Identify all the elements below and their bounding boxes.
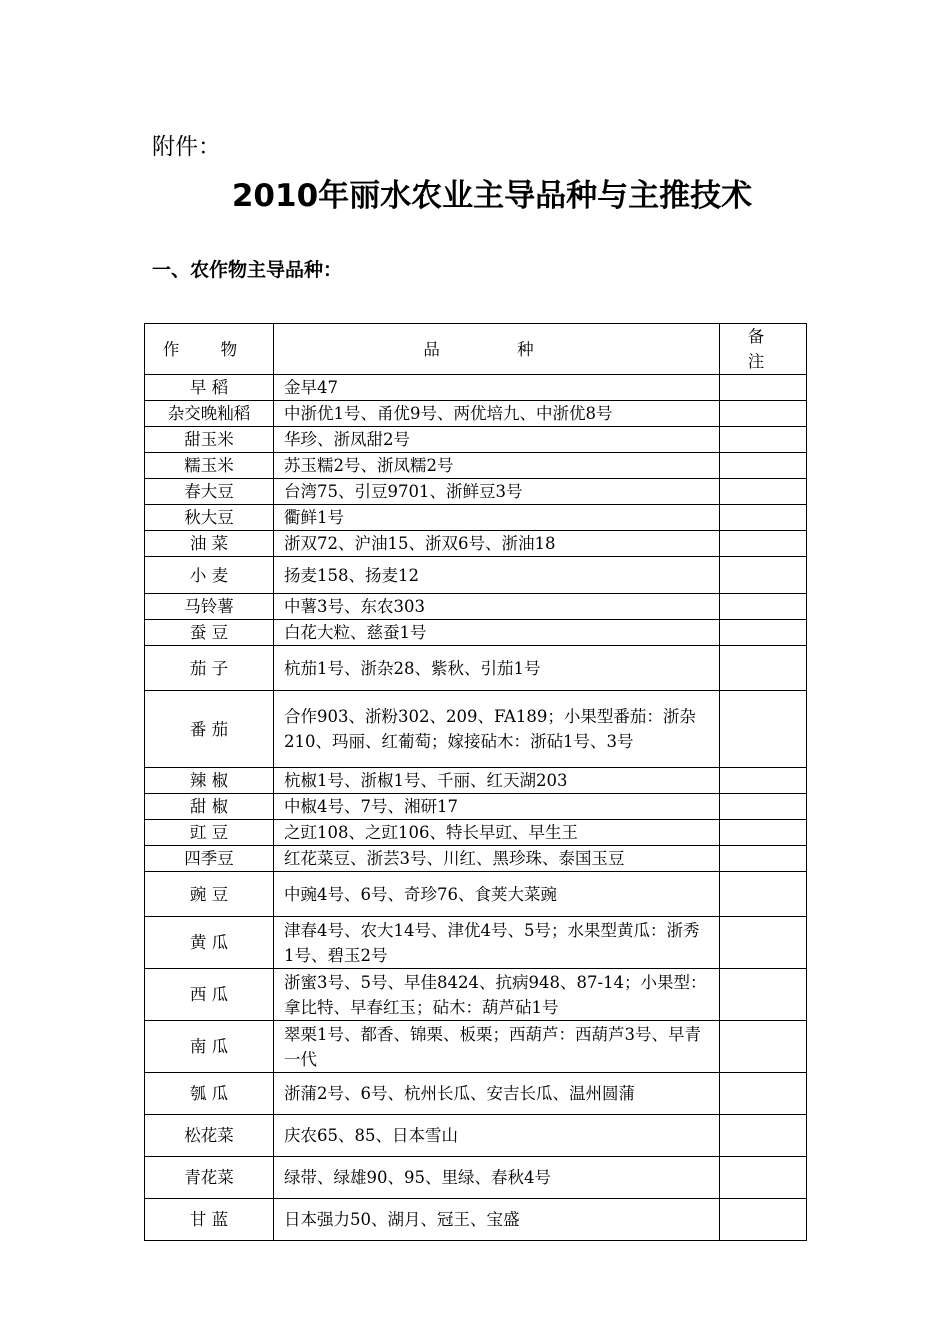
header-varieties: 品 种 [274,324,720,375]
varieties-cell: 金早47 [274,375,720,401]
varieties-cell: 浙蒲2号、6号、杭州长瓜、安吉长瓜、温州圆蒲 [274,1073,720,1115]
varieties-cell: 合作903、浙粉302、209、FA189；小果型番茄：浙杂210、玛丽、红葡萄；嫁接砧木：浙砧1号、3号 [274,691,720,768]
varieties-cell: 浙双72、沪油15、浙双6号、浙油18 [274,531,720,557]
crop-cell: 蚕 豆 [145,620,274,646]
note-cell [720,646,807,691]
header-crop: 作 物 [145,324,274,375]
crop-cell: 油 菜 [145,531,274,557]
note-cell [720,557,807,594]
table-row [145,794,807,820]
crop-cell: 糯玉米 [145,453,274,479]
note-cell [720,917,807,969]
note-cell [720,969,807,1021]
note-cell [720,594,807,620]
note-cell [720,820,807,846]
crop-cell: 杂交晚籼稻 [145,401,274,427]
crop-cell: 番 茄 [145,691,274,768]
table-row [145,401,807,427]
document-title: 2010年丽水农业主导品种与主推技术 [231,178,753,214]
crop-cell: 早 稻 [145,375,274,401]
table-row [145,1073,807,1115]
note-cell [720,375,807,401]
note-cell [720,427,807,453]
crop-cell: 四季豆 [145,846,274,872]
table-row [145,969,807,1021]
table-row [145,1021,807,1073]
table-row [145,691,807,768]
varieties-cell: 红花菜豆、浙芸3号、川红、黑珍珠、泰国玉豆 [274,846,720,872]
varieties-cell: 杭椒1号、浙椒1号、千丽、红天湖203 [274,768,720,794]
crop-cell: 西 瓜 [145,969,274,1021]
note-cell [720,401,807,427]
crop-cell: 甘 蓝 [145,1199,274,1241]
crop-cell: 甜玉米 [145,427,274,453]
varieties-cell: 中豌4号、6号、奇珍76、食荚大菜豌 [274,872,720,917]
varieties-cell: 浙蜜3号、5号、早佳8424、抗病948、87-14；小果型：拿比特、早春红玉；砧木：葫芦砧1号 [274,969,720,1021]
varieties-cell: 日本强力50、湖月、冠王、宝盛 [274,1199,720,1241]
table-row [145,453,807,479]
note-cell [720,1157,807,1199]
varieties-cell: 之豇108、之豇106、特长早豇、早生王 [274,820,720,846]
varieties-cell: 绿带、绿雄90、95、里绿、春秋4号 [274,1157,720,1199]
note-cell [720,531,807,557]
varieties-cell: 中椒4号、7号、湘研17 [274,794,720,820]
crop-cell: 秋大豆 [145,505,274,531]
crop-cell: 茄 子 [145,646,274,691]
table-row [145,531,807,557]
note-cell [720,1199,807,1241]
varieties-cell: 庆农65、85、日本雪山 [274,1115,720,1157]
note-cell [720,768,807,794]
note-cell [720,1115,807,1157]
crop-cell: 黄 瓜 [145,917,274,969]
note-cell [720,1073,807,1115]
crop-cell: 豇 豆 [145,820,274,846]
note-cell [720,1021,807,1073]
table-row [145,505,807,531]
note-cell [720,872,807,917]
note-cell [720,620,807,646]
table-row [145,768,807,794]
table-row [145,427,807,453]
note-cell [720,691,807,768]
varieties-cell: 杭茄1号、浙杂28、紫秋、引茄1号 [274,646,720,691]
note-cell [720,479,807,505]
varieties-cell: 翠栗1号、都香、锦栗、板栗；西葫芦：西葫芦3号、早青一代 [274,1021,720,1073]
table-row [145,1157,807,1199]
crop-varieties-table [144,323,807,1241]
crop-cell: 瓠 瓜 [145,1073,274,1115]
note-cell [720,846,807,872]
table-row [145,846,807,872]
varieties-cell: 扬麦158、扬麦12 [274,557,720,594]
table-row [145,872,807,917]
varieties-cell: 白花大粒、慈蚕1号 [274,620,720,646]
section-heading: 一、农作物主导品种： [152,259,343,281]
table-row [145,1115,807,1157]
note-cell [720,505,807,531]
table-row [145,479,807,505]
table-row [145,594,807,620]
crop-cell: 甜 椒 [145,794,274,820]
crop-cell: 豌 豆 [145,872,274,917]
crop-cell: 春大豆 [145,479,274,505]
table-row [145,620,807,646]
crop-cell: 南 瓜 [145,1021,274,1073]
crop-cell: 辣 椒 [145,768,274,794]
table-row [145,646,807,691]
varieties-cell: 华珍、浙凤甜2号 [274,427,720,453]
table-row [145,917,807,969]
crop-cell: 松花菜 [145,1115,274,1157]
varieties-cell: 中浙优1号、甬优9号、两优培九、中浙优8号 [274,401,720,427]
note-cell [720,794,807,820]
table-row [145,1199,807,1241]
attachment-label: 附件： [152,134,221,160]
table-row [145,820,807,846]
header-note: 备 注 [720,324,807,375]
table-body [145,375,807,1241]
varieties-cell: 衢鲜1号 [274,505,720,531]
crop-cell: 青花菜 [145,1157,274,1199]
crop-cell: 小 麦 [145,557,274,594]
table-row [145,557,807,594]
table-row [145,375,807,401]
varieties-cell: 苏玉糯2号、浙凤糯2号 [274,453,720,479]
note-cell [720,453,807,479]
varieties-cell: 中薯3号、东农303 [274,594,720,620]
varieties-cell: 台湾75、引豆9701、浙鲜豆3号 [274,479,720,505]
crop-cell: 马铃薯 [145,594,274,620]
table-header-row [145,324,807,375]
varieties-cell: 津春4号、农大14号、津优4号、5号；水果型黄瓜：浙秀1号、碧玉2号 [274,917,720,969]
